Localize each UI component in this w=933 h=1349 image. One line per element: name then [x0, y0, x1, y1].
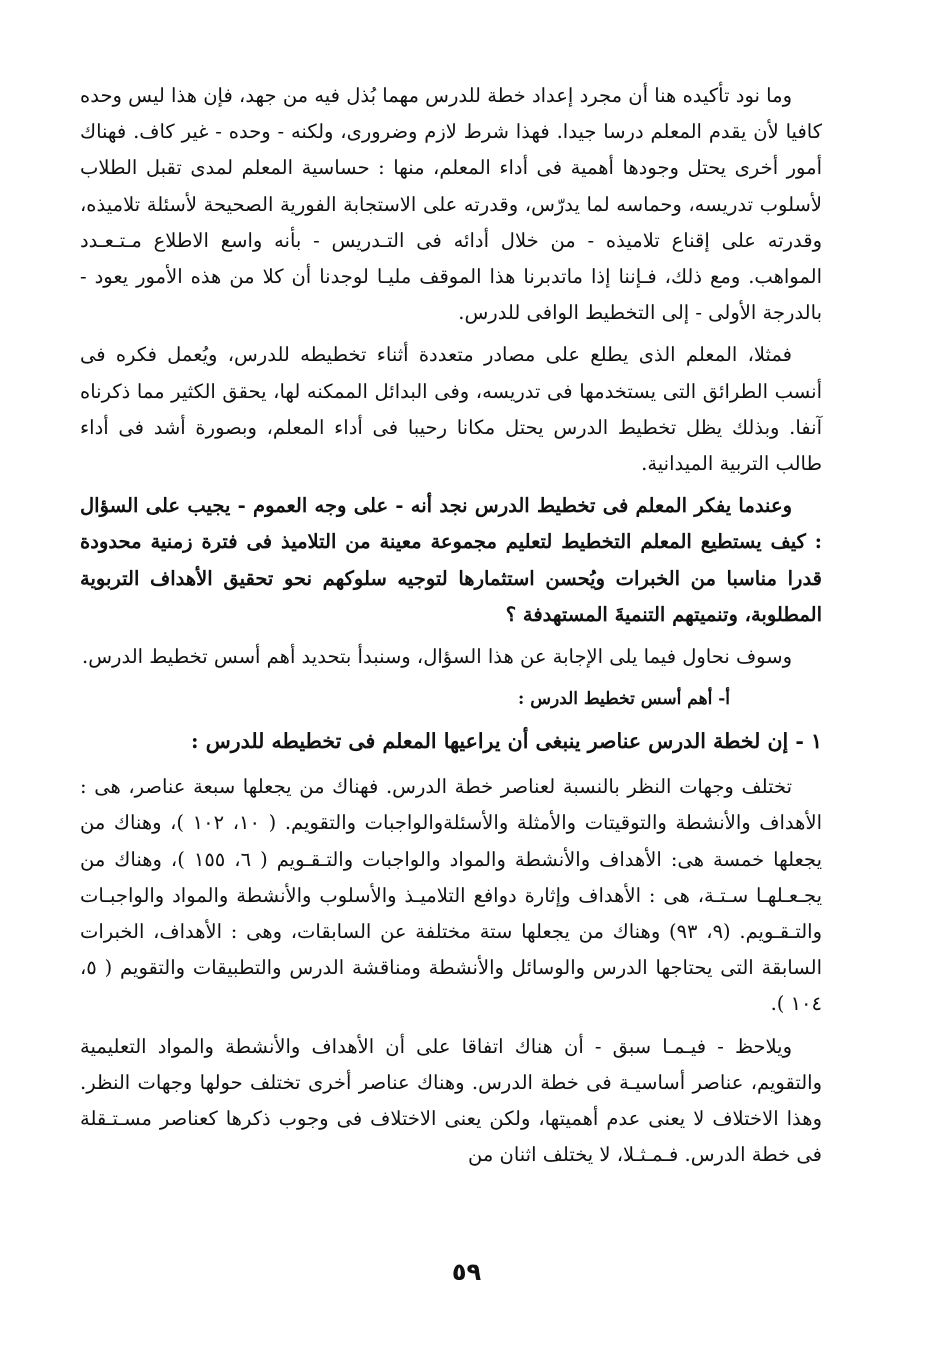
paragraph-4: وسوف نحاول فيما يلى الإجابة عن هذا السؤال، وسنبدأ بتحديد أهم أسس تخطيط الدرس.: [82, 645, 792, 669]
paragraph-2: فمثلا، المعلم الذى يطلع على مصادر متعددة أثناء تخطيطه للدرس، ويُعمل فكره فى أنسب الطرائق التى يستخدمها فى تدريسه، وفى البدائل الممكنه لها، يحقق الكثير مما ذكرناه آنفا. وبذلك يظل تخطيط الدرس يحتل مكانا رحيبا فى أداء المعلم، وبصورة أشد فى أداء طالب التربية الميدانية.: [80, 343, 822, 476]
page-number: ٥٩: [451, 1258, 482, 1286]
paragraph-6: ويلاحظ - فيـمـا سبق - أن هناك اتفاقا على أن الأهداف والأنشطة والمواد التعليمية والتقويم، عناصر أساسيـة فى خطة الدرس. وهناك عناصر أخرى تختلف حولها وجهات النظر. وهذا الاختلاف لا يعنى عدم أهميتها، ولكن يعنى الاختلاف فى وجوب ذكرها كعناصر مسـتـقلة فى خطة الدرس. فـمـثـلا، لا يختلف اثنان من: [80, 1034, 822, 1167]
subheading: ١ - إن لخطة الدرس عناصر ينبغى أن يراعيها المعلم فى تخطيطه للدرس :: [190, 729, 822, 754]
section-heading: أ- أهم أسس تخطيط الدرس :: [518, 689, 730, 710]
paragraph-3-bold: وعندما يفكر المعلم فى تخطيط الدرس نجد أنه - على وجه العموم - يجيب على السؤال : كيف يستطيع المعلم التخطيط لتعليم مجموعة معينة من التلاميذ فى فترة زمنية محدودة قدرا مناسبا من الخبرات ويُحسن استثمارها لتوجيه سلوكهم نحو تحقيق الأهداف التربوية المطلوبة، وتنميتهم التنميةَ المستهدفة ؟: [80, 494, 822, 626]
paragraph-1: وما نود تأكيده هنا أن مجرد إعداد خطة للدرس مهما بُذل فيه من جهد، فإن هذا ليس وحده كافيا لأن يقدم المعلم درسا جيدا. فهذا شرط لازم وضرورى، ولكنه - وحده - غير كاف. فهناك أمور أخرى يحتل وجودها أهمية فى أداء المعلم، منها : حساسية المعلم لمدى تقبل الطلاب لأسلوب تدريسه، وحماسه لما يدرّس، وقدرته على الاستجابة الفورية الصحيحة لأسئلة تلاميذه، وقدرته على إقناع تلاميذه - من خلال أدائه فى التـدريس - بأنه واسع الاطلاع مـتـعـدد المواهب. ومع ذلك، فـإننا إذا ماتدبرنا هذا الموقف مليـا لوجدنا أن كلا من هذه الأمور يعود - بالدرجة الأولى - إلى التخطيط الوافى للدرس.: [80, 84, 822, 325]
page-body: [80, 78, 822, 1179]
paragraph-5: تختلف وجهات النظر بالنسبة لعناصر خطة الدرس. فهناك من يجعلها سبعة عناصر، هى : الأهداف والأنشطة والتوقيتات والأمثلة والأسئلةوالواجبات والتقويم. ( ١٠، ١٠٢ )، وهناك من يجعلها خمسة هى: الأهداف والأنشطة والمواد والواجبات والتـقـويم ( ٦، ١٥٥ )، وهناك من يجـعـلهـا سـتـة، هى : الأهداف وإثارة دوافع التلاميـذ والأسلوب والأنشطة والمواد والواجبـات والتـقـويم. (٩، ٩٣) وهناك من يجعلها ستة مختلفة عن السابقات، وهى : الأهداف، الخبرات السابقة التى يحتاجها الدرس والوسائل والأنشطة ومناقشة الدرس والتطبيقات والتقويم ( ٥، ١٠٤ ).: [80, 775, 823, 1016]
